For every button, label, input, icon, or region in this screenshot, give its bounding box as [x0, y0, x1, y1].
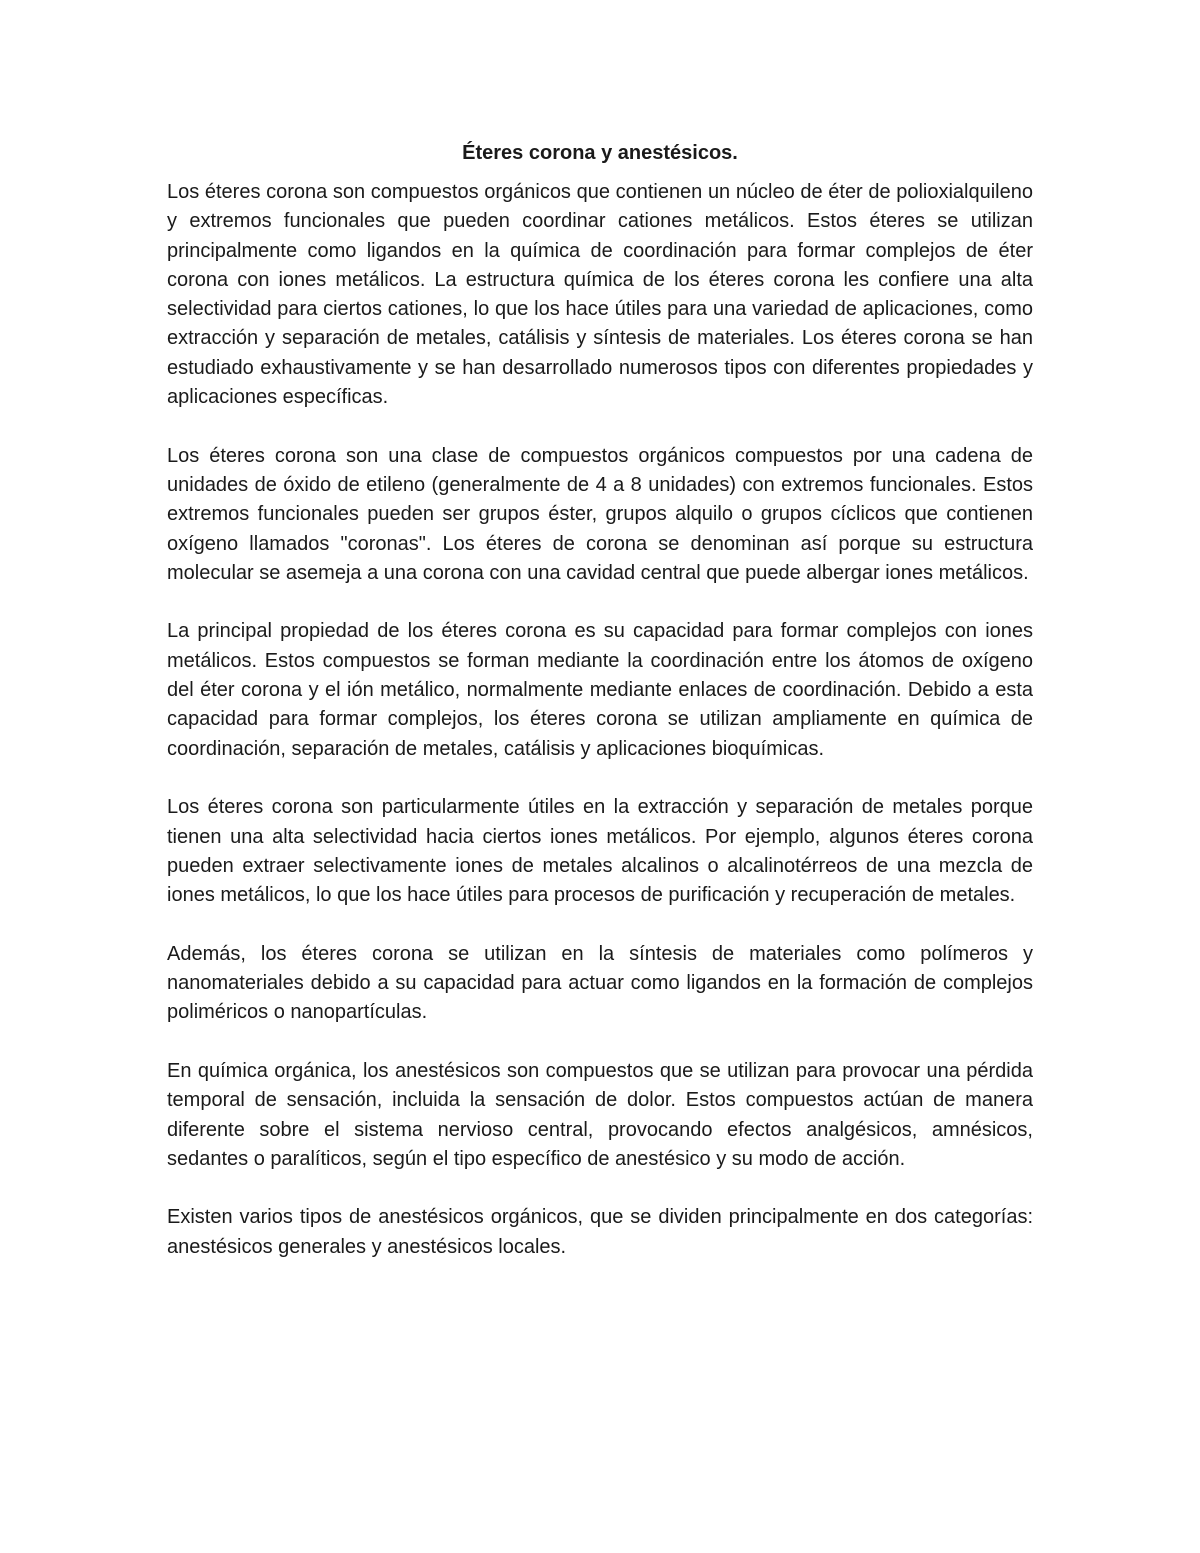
- paragraph-4: Los éteres corona son particularmente útiles en la extracción y separación de metales porque tienen una alta selectividad hacia ciertos iones metálicos. Por ejemplo, algunos éteres corona pueden extraer selectivamente iones de metales alcalinos o alcalinotérreos de una mezcla de iones metálicos, lo que los hace útiles para procesos de purificación y recuperación de metales.: [167, 796, 1033, 907]
- paragraph-2: Los éteres corona son una clase de compuestos orgánicos compuestos por una cadena de unidades de óxido de etileno (generalmente de 4 a 8 unidades) con extremos funcionales. Estos extremos funcionales pueden ser grupos éster, grupos alquilo o grupos cíclicos que contienen oxígeno llamados "coronas". Los éteres de corona se denominan así porque su estructura molecular se asemeja a una corona con una cavidad central que puede albergar iones metálicos.: [167, 444, 1033, 584]
- document-title: Éteres corona y anestésicos.: [462, 142, 738, 164]
- document-body: [167, 139, 1033, 1262]
- paragraph-1: Los éteres corona son compuestos orgánicos que contienen un núcleo de éter de polioxialquileno y extremos funcionales que pueden coordinar cationes metálicos. Estos éteres se utilizan principalmente como ligandos en la química de coordinación para formar complejos de éter corona con iones metálicos. La estructura química de los éteres corona les confiere una alta selectividad para ciertos cationes, lo que los hace útiles para una variedad de aplicaciones, como extracción y separación de metales, catálisis y síntesis de materiales. Los éteres corona se han estudiado exhaustivamente y se han desarrollado numerosos tipos con diferentes propiedades y aplicaciones específicas.: [167, 181, 1033, 409]
- paragraph-7: Existen varios tipos de anestésicos orgánicos, que se dividen principalmente en dos categorías: anestésicos generales y anestésicos locales.: [167, 1206, 1033, 1258]
- paragraph-5: Además, los éteres corona se utilizan en la síntesis de materiales como polímeros y nanomateriales debido a su capacidad para actuar como ligandos en la formación de complejos poliméricos o nanopartículas.: [167, 942, 1033, 1024]
- paragraph-6: En química orgánica, los anestésicos son compuestos que se utilizan para provocar una pérdida temporal de sensación, incluida la sensación de dolor. Estos compuestos actúan de manera diferente sobre el sistema nervioso central, provocando efectos analgésicos, amnésicos, sedantes o paralíticos, según el tipo específico de anestésico y su modo de acción.: [167, 1059, 1033, 1170]
- paragraph-3: La principal propiedad de los éteres corona es su capacidad para formar complejos con iones metálicos. Estos compuestos se forman mediante la coordinación entre los átomos de oxígeno del éter corona y el ión metálico, normalmente mediante enlaces de coordinación. Debido a esta capacidad para formar complejos, los éteres corona se utilizan ampliamente en química de coordinación, separación de metales, catálisis y aplicaciones bioquímicas.: [167, 620, 1033, 760]
